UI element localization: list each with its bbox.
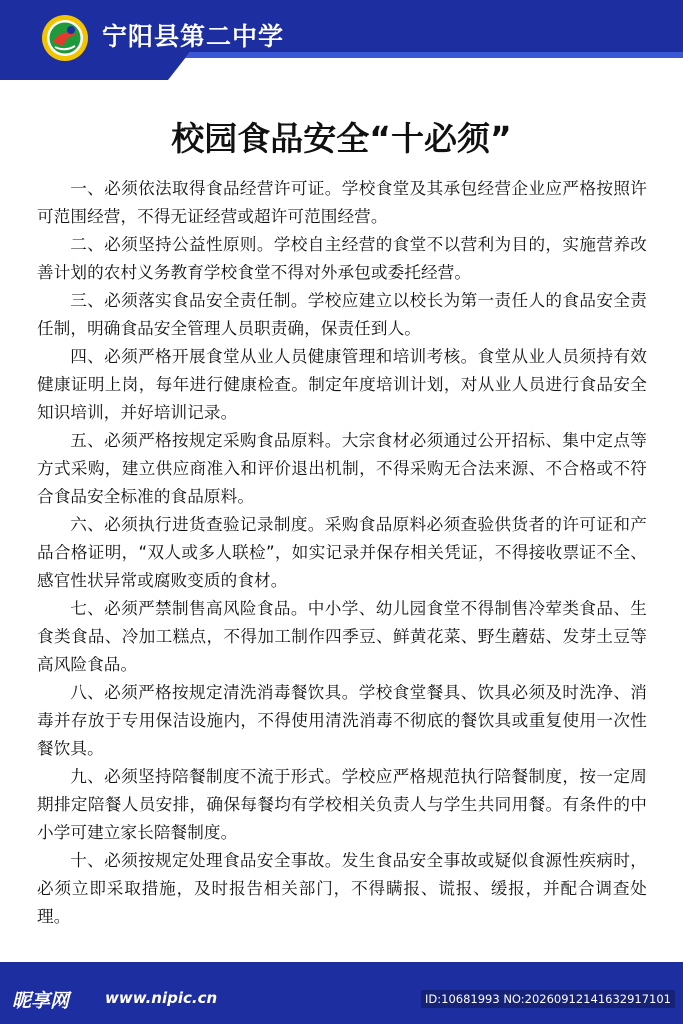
watermark-brand: 昵享网 bbox=[12, 990, 70, 1012]
paragraph-6: 六、必须执行进货查验记录制度。采购食品原料必须查验供货者的许可证和产品合格证明，“双人或多人联检”，如实记录并保存相关凭证，不得接收票证不全、感官性状异常或腐败变质的食材。 bbox=[37, 515, 647, 590]
watermark-url: www.nipic.cn bbox=[105, 989, 218, 1007]
school-emblem-logo bbox=[41, 14, 89, 62]
paragraph-5: 五、必须严格按规定采购食品原料。大宗食材必须通过公开招标、集中定点等方式采购，建立供应商准入和评价退出机制，不得采购无合法来源、不合格或不符合食品安全标准的食品原料。 bbox=[37, 431, 647, 506]
paragraph-4: 四、必须严格开展食堂从业人员健康管理和培训考核。食堂从业人员须持有效健康证明上岗，每年进行健康检查。制定年度培训计划，对从业人员进行食品安全知识培训，并好培训记录。 bbox=[37, 347, 647, 422]
header-banner bbox=[0, 0, 683, 80]
watermark-id: ID:10681993 NO:20260912141632917101 bbox=[421, 990, 675, 1008]
paragraph-2: 二、必须坚持公益性原则。学校自主经营的食堂不以营利为目的，实施营养改善计划的农村义务教育学校食堂不得对外承包或委托经营。 bbox=[37, 235, 647, 282]
paragraph-3: 三、必须落实食品安全责任制。学校应建立以校长为第一责任人的食品安全责任制，明确食品安全管理人员职责确，保责任到人。 bbox=[37, 291, 647, 338]
paragraph-8: 八、必须严格按规定清洗消毒餐饮具。学校食堂餐具、饮具必须及时洗净、消毒并存放于专用保洁设施内，不得使用清洗消毒不彻底的餐饮具或重复使用一次性餐饮具。 bbox=[37, 683, 647, 758]
paragraph-1: 一、必须依法取得食品经营许可证。学校食堂及其承包经营企业应严格按照许可范围经营，不得无证经营或超许可范围经营。 bbox=[37, 179, 647, 226]
paragraph-10: 十、必须按规定处理食品安全事故。发生食品安全事故或疑似食源性疾病时，必须立即采取措施，及时报告相关部门，不得瞒报、谎报、缓报，并配合调查处理。 bbox=[37, 851, 647, 926]
paragraph-7: 七、必须严禁制售高风险食品。中小学、幼儿园食堂不得制售冷荤类食品、生食类食品、冷加工糕点，不得加工制作四季豆、鲜黄花菜、野生蘑菇、发芽土豆等高风险食品。 bbox=[37, 599, 647, 674]
document-title: 校园食品安全“十必须” bbox=[171, 119, 512, 158]
school-name: 宁阳县第二中学 bbox=[102, 22, 285, 51]
document-body bbox=[37, 175, 647, 931]
paragraph-9: 九、必须坚持陪餐制度不流于形式。学校应严格规范执行陪餐制度，按一定周期排定陪餐人员安排，确保每餐均有学校相关负责人与学生共同用餐。有条件的中小学可建立家长陪餐制度。 bbox=[37, 767, 647, 842]
